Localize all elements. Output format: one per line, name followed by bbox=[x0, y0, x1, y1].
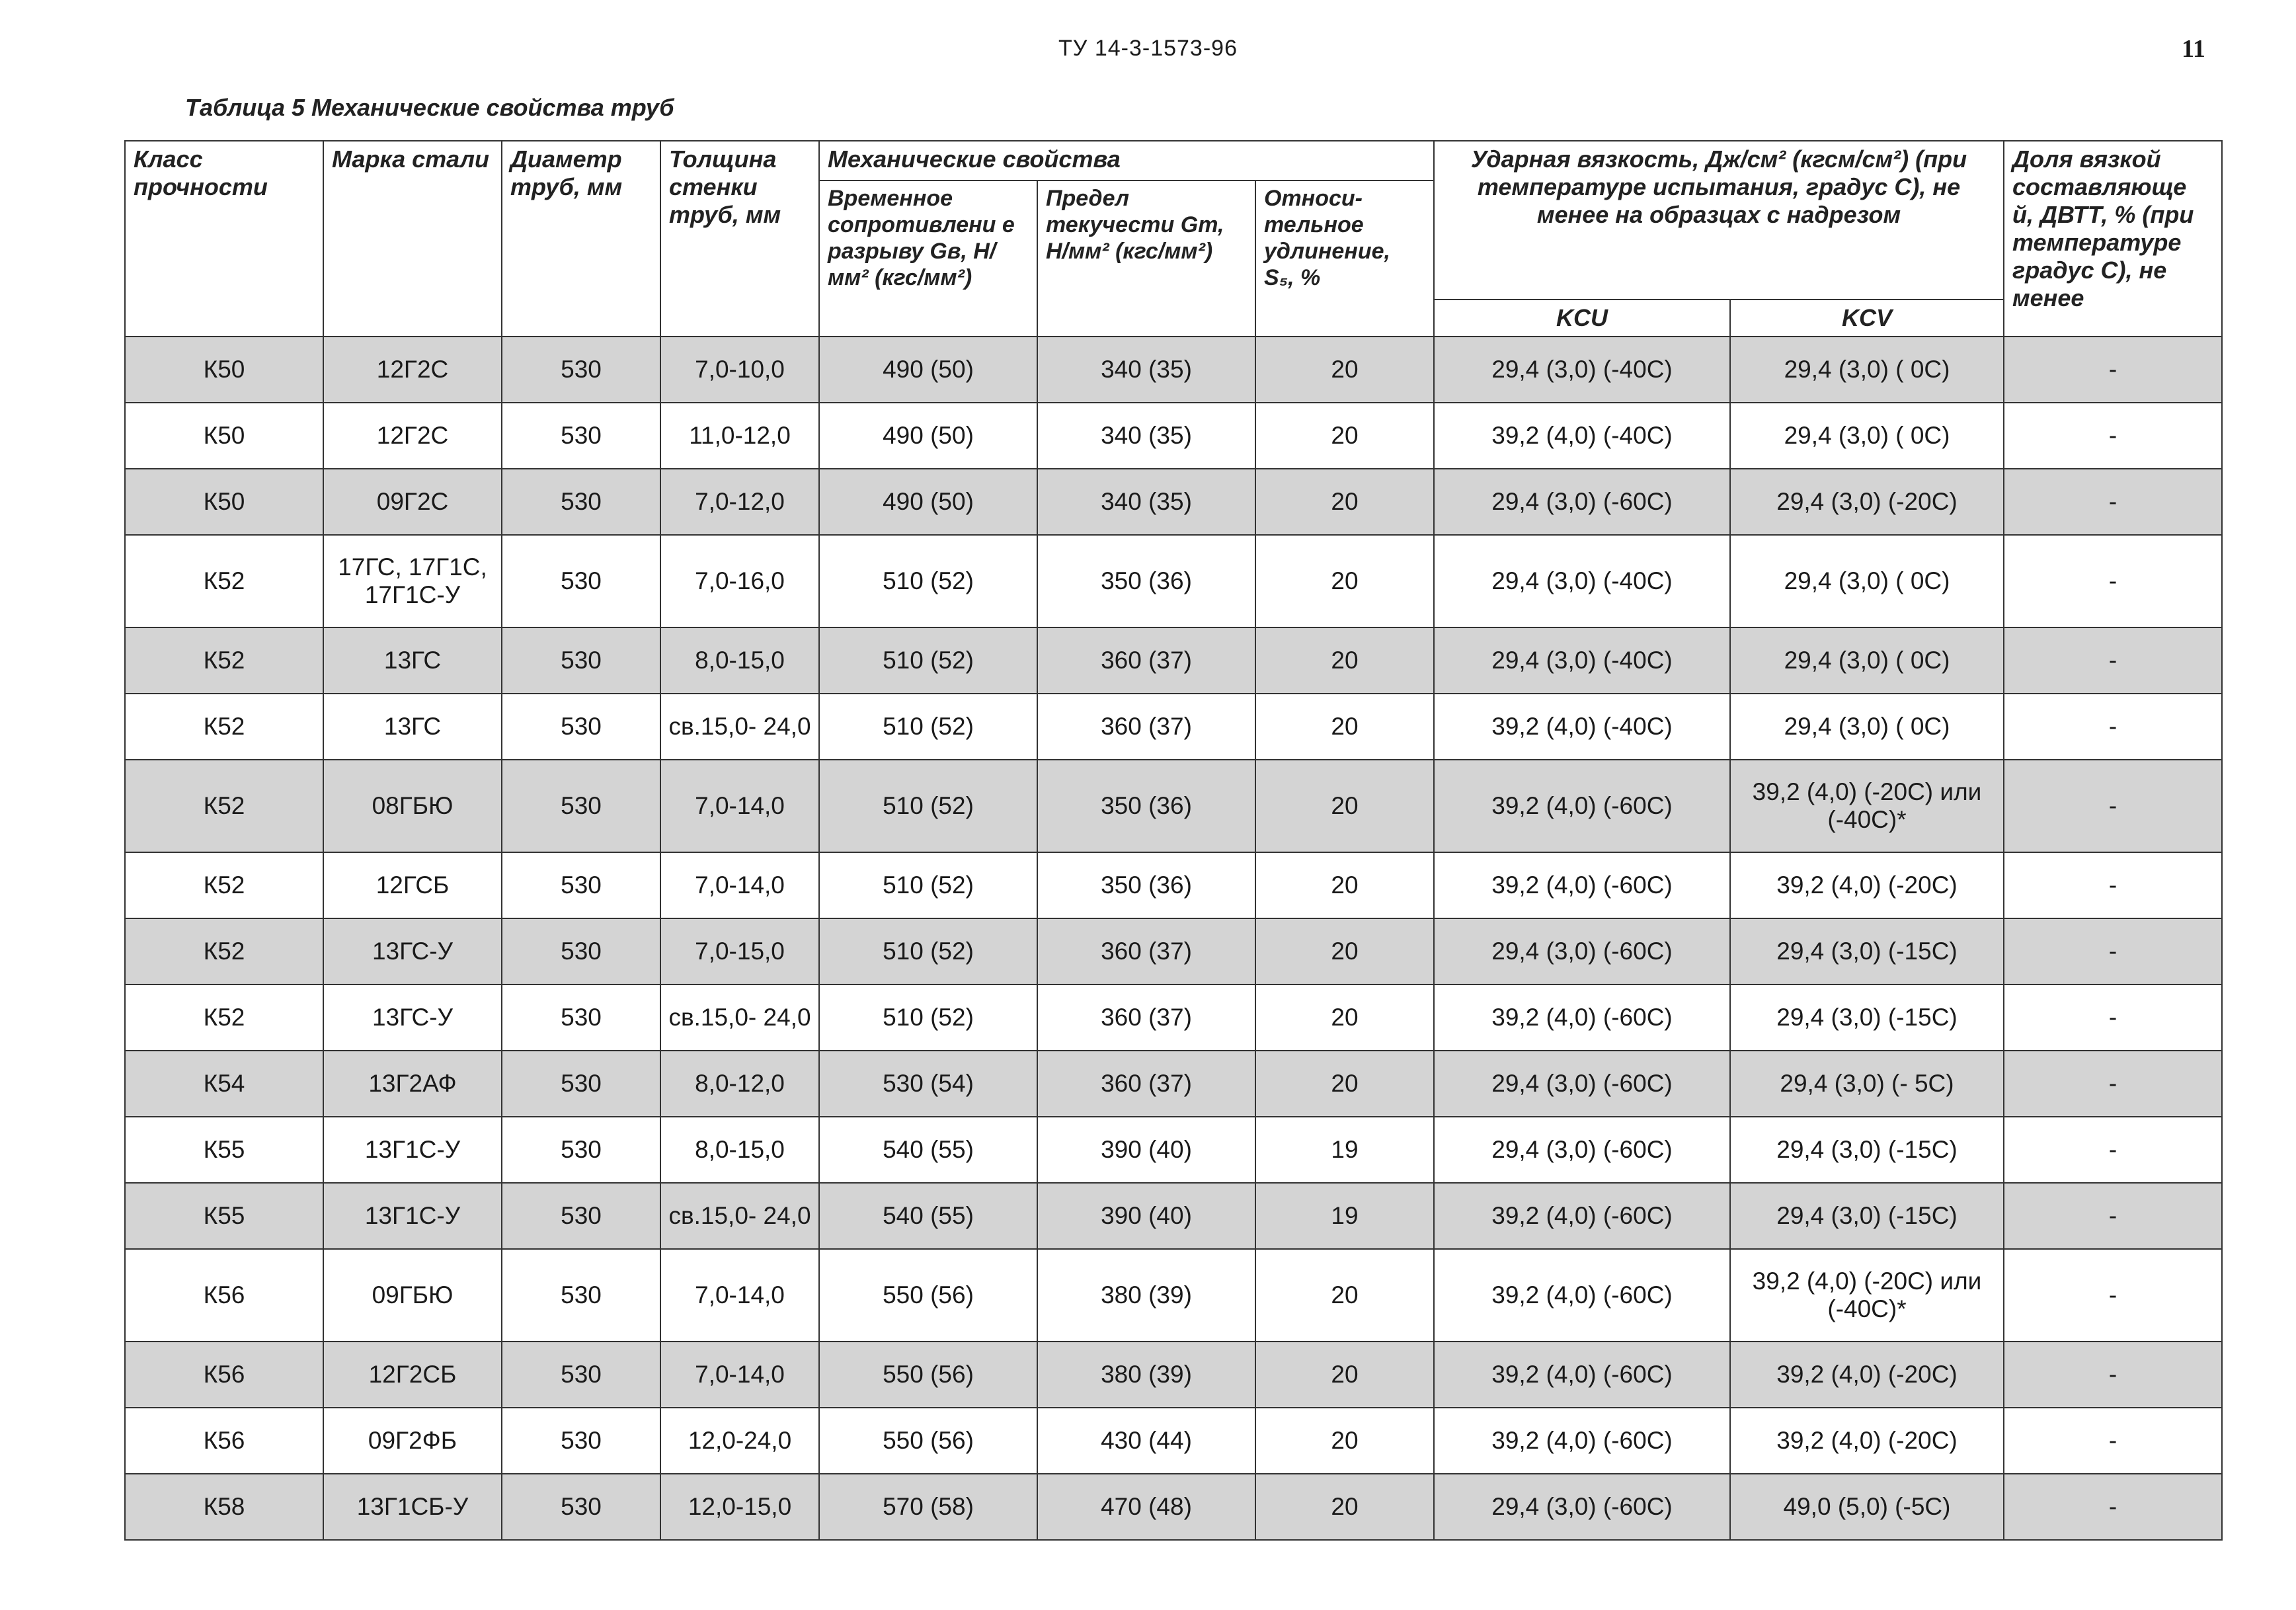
cell-diameter: 530 bbox=[502, 535, 660, 627]
cell-class: К58 bbox=[125, 1474, 323, 1540]
cell-wall: 8,0-15,0 bbox=[660, 627, 819, 694]
cell-diameter: 530 bbox=[502, 918, 660, 985]
cell-kcu: 29,4 (3,0) (-40С) bbox=[1434, 535, 1730, 627]
cell-kcu: 29,4 (3,0) (-60С) bbox=[1434, 1051, 1730, 1117]
cell-elongation: 20 bbox=[1255, 469, 1434, 535]
cell-yield: 470 (48) bbox=[1037, 1474, 1255, 1540]
cell-yield: 390 (40) bbox=[1037, 1117, 1255, 1183]
cell-share: - bbox=[2004, 1183, 2222, 1249]
cell-elongation: 20 bbox=[1255, 403, 1434, 469]
table-row bbox=[125, 337, 2222, 403]
cell-elongation: 20 bbox=[1255, 694, 1434, 760]
cell-tensile: 510 (52) bbox=[819, 760, 1037, 852]
cell-diameter: 530 bbox=[502, 1183, 660, 1249]
cell-grade: 12Г2СБ bbox=[323, 1342, 502, 1408]
cell-tensile: 510 (52) bbox=[819, 852, 1037, 918]
cell-diameter: 530 bbox=[502, 469, 660, 535]
cell-class: К56 bbox=[125, 1249, 323, 1342]
cell-kcu: 29,4 (3,0) (-60С) bbox=[1434, 1117, 1730, 1183]
cell-kcv: 29,4 (3,0) ( 0С) bbox=[1730, 627, 2004, 694]
cell-share: - bbox=[2004, 1249, 2222, 1342]
cell-class: К55 bbox=[125, 1117, 323, 1183]
cell-diameter: 530 bbox=[502, 760, 660, 852]
table-row bbox=[125, 1249, 2222, 1342]
cell-kcv: 29,4 (3,0) ( 0С) bbox=[1730, 403, 2004, 469]
cell-elongation: 19 bbox=[1255, 1183, 1434, 1249]
cell-wall: 7,0-12,0 bbox=[660, 469, 819, 535]
cell-tensile: 530 (54) bbox=[819, 1051, 1037, 1117]
cell-tensile: 550 (56) bbox=[819, 1249, 1037, 1342]
cell-kcv: 29,4 (3,0) (-20С) bbox=[1730, 469, 2004, 535]
cell-share: - bbox=[2004, 1474, 2222, 1540]
table-header bbox=[125, 141, 2222, 337]
cell-class: К50 bbox=[125, 403, 323, 469]
cell-grade: 09ГБЮ bbox=[323, 1249, 502, 1342]
cell-diameter: 530 bbox=[502, 1117, 660, 1183]
header-mech-group: Механические свойства bbox=[819, 141, 1434, 181]
table-row bbox=[125, 1408, 2222, 1474]
cell-yield: 360 (37) bbox=[1037, 694, 1255, 760]
cell-wall: 7,0-10,0 bbox=[660, 337, 819, 403]
cell-yield: 380 (39) bbox=[1037, 1342, 1255, 1408]
cell-elongation: 20 bbox=[1255, 1342, 1434, 1408]
cell-kcu: 39,2 (4,0) (-60С) bbox=[1434, 1183, 1730, 1249]
cell-kcv: 29,4 (3,0) (-15С) bbox=[1730, 1183, 2004, 1249]
cell-kcv: 29,4 (3,0) ( 0С) bbox=[1730, 337, 2004, 403]
cell-class: К50 bbox=[125, 337, 323, 403]
cell-wall: 8,0-12,0 bbox=[660, 1051, 819, 1117]
cell-wall: св.15,0- 24,0 bbox=[660, 694, 819, 760]
cell-kcv: 29,4 (3,0) ( 0С) bbox=[1730, 694, 2004, 760]
cell-elongation: 20 bbox=[1255, 627, 1434, 694]
header-yield: Предел текучести Gт, Н/мм² (кгс/мм²) bbox=[1037, 181, 1255, 337]
cell-diameter: 530 bbox=[502, 1408, 660, 1474]
cell-share: - bbox=[2004, 760, 2222, 852]
cell-kcv: 39,2 (4,0) (-20С) bbox=[1730, 1408, 2004, 1474]
cell-diameter: 530 bbox=[502, 627, 660, 694]
cell-share: - bbox=[2004, 535, 2222, 627]
cell-yield: 350 (36) bbox=[1037, 760, 1255, 852]
table-row bbox=[125, 985, 2222, 1051]
cell-grade: 09Г2ФБ bbox=[323, 1408, 502, 1474]
cell-kcv: 29,4 (3,0) (-15С) bbox=[1730, 1117, 2004, 1183]
cell-kcu: 39,2 (4,0) (-60С) bbox=[1434, 1249, 1730, 1342]
table-row bbox=[125, 403, 2222, 469]
cell-diameter: 530 bbox=[502, 1474, 660, 1540]
cell-class: К55 bbox=[125, 1183, 323, 1249]
table-row bbox=[125, 627, 2222, 694]
cell-grade: 12ГСБ bbox=[323, 852, 502, 918]
header-kcu: KCU bbox=[1434, 300, 1730, 337]
cell-wall: св.15,0- 24,0 bbox=[660, 985, 819, 1051]
cell-kcu: 39,2 (4,0) (-60С) bbox=[1434, 1342, 1730, 1408]
cell-kcu: 39,2 (4,0) (-60С) bbox=[1434, 760, 1730, 852]
table-row bbox=[125, 760, 2222, 852]
cell-yield: 380 (39) bbox=[1037, 1249, 1255, 1342]
cell-share: - bbox=[2004, 627, 2222, 694]
cell-elongation: 20 bbox=[1255, 337, 1434, 403]
table-row bbox=[125, 535, 2222, 627]
cell-share: - bbox=[2004, 469, 2222, 535]
cell-class: К52 bbox=[125, 985, 323, 1051]
cell-share: - bbox=[2004, 852, 2222, 918]
cell-diameter: 530 bbox=[502, 852, 660, 918]
cell-diameter: 530 bbox=[502, 985, 660, 1051]
header-wall: Толщина стенки труб, мм bbox=[660, 141, 819, 337]
cell-diameter: 530 bbox=[502, 403, 660, 469]
cell-kcu: 29,4 (3,0) (-60С) bbox=[1434, 469, 1730, 535]
cell-share: - bbox=[2004, 985, 2222, 1051]
cell-diameter: 530 bbox=[502, 1051, 660, 1117]
cell-elongation: 20 bbox=[1255, 535, 1434, 627]
cell-tensile: 510 (52) bbox=[819, 985, 1037, 1051]
cell-grade: 13Г1С-У bbox=[323, 1183, 502, 1249]
cell-tensile: 550 (56) bbox=[819, 1342, 1037, 1408]
cell-kcv: 39,2 (4,0) (-20С) bbox=[1730, 1342, 2004, 1408]
cell-grade: 13ГС bbox=[323, 627, 502, 694]
cell-wall: 12,0-24,0 bbox=[660, 1408, 819, 1474]
cell-tensile: 490 (50) bbox=[819, 469, 1037, 535]
cell-yield: 360 (37) bbox=[1037, 627, 1255, 694]
cell-kcv: 49,0 (5,0) (-5С) bbox=[1730, 1474, 2004, 1540]
cell-kcv: 29,4 (3,0) ( 0С) bbox=[1730, 535, 2004, 627]
cell-class: К52 bbox=[125, 918, 323, 985]
cell-elongation: 20 bbox=[1255, 1408, 1434, 1474]
cell-elongation: 20 bbox=[1255, 1051, 1434, 1117]
cell-class: К52 bbox=[125, 852, 323, 918]
cell-share: - bbox=[2004, 694, 2222, 760]
header-grade: Марка стали bbox=[323, 141, 502, 337]
cell-diameter: 530 bbox=[502, 337, 660, 403]
header-diameter: Диаметр труб, мм bbox=[502, 141, 660, 337]
cell-wall: 7,0-14,0 bbox=[660, 1342, 819, 1408]
cell-wall: 7,0-14,0 bbox=[660, 760, 819, 852]
cell-kcv: 39,2 (4,0) (-20С) bbox=[1730, 852, 2004, 918]
cell-yield: 340 (35) bbox=[1037, 337, 1255, 403]
cell-class: К56 bbox=[125, 1408, 323, 1474]
cell-share: - bbox=[2004, 1408, 2222, 1474]
cell-yield: 360 (37) bbox=[1037, 985, 1255, 1051]
document-code: ТУ 14-3-1573-96 bbox=[1058, 36, 1238, 61]
cell-wall: 11,0-12,0 bbox=[660, 403, 819, 469]
cell-tensile: 540 (55) bbox=[819, 1117, 1037, 1183]
cell-yield: 430 (44) bbox=[1037, 1408, 1255, 1474]
cell-kcu: 39,2 (4,0) (-60С) bbox=[1434, 852, 1730, 918]
cell-yield: 340 (35) bbox=[1037, 403, 1255, 469]
cell-elongation: 20 bbox=[1255, 1249, 1434, 1342]
cell-share: - bbox=[2004, 918, 2222, 985]
cell-tensile: 510 (52) bbox=[819, 918, 1037, 985]
cell-kcu: 29,4 (3,0) (-60С) bbox=[1434, 918, 1730, 985]
cell-tensile: 540 (55) bbox=[819, 1183, 1037, 1249]
cell-elongation: 20 bbox=[1255, 985, 1434, 1051]
cell-diameter: 530 bbox=[502, 1342, 660, 1408]
cell-share: - bbox=[2004, 403, 2222, 469]
cell-kcv: 29,4 (3,0) (-15С) bbox=[1730, 985, 2004, 1051]
table-row bbox=[125, 1117, 2222, 1183]
table-row bbox=[125, 1342, 2222, 1408]
cell-wall: 7,0-16,0 bbox=[660, 535, 819, 627]
cell-class: К50 bbox=[125, 469, 323, 535]
table-body bbox=[125, 337, 2222, 1540]
table-row bbox=[125, 694, 2222, 760]
cell-grade: 13ГС bbox=[323, 694, 502, 760]
header-tensile: Временное сопротивлени е разрыву Gв, Н/мм² (кгс/мм²) bbox=[819, 181, 1037, 337]
cell-grade: 09Г2С bbox=[323, 469, 502, 535]
cell-wall: 7,0-15,0 bbox=[660, 918, 819, 985]
header-kcv: KCV bbox=[1730, 300, 2004, 337]
table-row bbox=[125, 469, 2222, 535]
cell-yield: 360 (37) bbox=[1037, 1051, 1255, 1117]
table-row bbox=[125, 918, 2222, 985]
cell-kcu: 39,2 (4,0) (-60С) bbox=[1434, 985, 1730, 1051]
cell-grade: 13ГС-У bbox=[323, 985, 502, 1051]
cell-yield: 340 (35) bbox=[1037, 469, 1255, 535]
cell-class: К56 bbox=[125, 1342, 323, 1408]
cell-yield: 350 (36) bbox=[1037, 852, 1255, 918]
cell-share: - bbox=[2004, 337, 2222, 403]
cell-grade: 12Г2С bbox=[323, 403, 502, 469]
cell-diameter: 530 bbox=[502, 694, 660, 760]
cell-kcv: 29,4 (3,0) (-15С) bbox=[1730, 918, 2004, 985]
table-row bbox=[125, 1051, 2222, 1117]
cell-kcu: 29,4 (3,0) (-40С) bbox=[1434, 337, 1730, 403]
cell-share: - bbox=[2004, 1117, 2222, 1183]
cell-tensile: 550 (56) bbox=[819, 1408, 1037, 1474]
cell-tensile: 510 (52) bbox=[819, 535, 1037, 627]
cell-kcu: 39,2 (4,0) (-40С) bbox=[1434, 694, 1730, 760]
table-caption: Таблица 5 Механические свойства труб bbox=[185, 94, 674, 121]
cell-class: К52 bbox=[125, 760, 323, 852]
cell-kcv: 39,2 (4,0) (-20С) или (-40С)* bbox=[1730, 1249, 2004, 1342]
cell-share: - bbox=[2004, 1342, 2222, 1408]
cell-kcu: 39,2 (4,0) (-40С) bbox=[1434, 403, 1730, 469]
cell-elongation: 19 bbox=[1255, 1117, 1434, 1183]
cell-grade: 13ГС-У bbox=[323, 918, 502, 985]
table-row bbox=[125, 1183, 2222, 1249]
cell-tensile: 490 (50) bbox=[819, 403, 1037, 469]
table-row bbox=[125, 1474, 2222, 1540]
cell-elongation: 20 bbox=[1255, 1474, 1434, 1540]
cell-grade: 12Г2С bbox=[323, 337, 502, 403]
cell-grade: 13Г1С-У bbox=[323, 1117, 502, 1183]
header-class: Класс прочности bbox=[125, 141, 323, 337]
header-impact-group: Ударная вязкость, Дж/см² (кгсм/см²) (при температуре испытания, градус С), не менее на образцах с надрезом bbox=[1434, 141, 2004, 300]
header-elongation: Относи-тельное удлинение, S₅, % bbox=[1255, 181, 1434, 337]
cell-kcu: 29,4 (3,0) (-60С) bbox=[1434, 1474, 1730, 1540]
cell-grade: 08ГБЮ bbox=[323, 760, 502, 852]
cell-tensile: 510 (52) bbox=[819, 627, 1037, 694]
cell-grade: 17ГС, 17Г1С, 17Г1С-У bbox=[323, 535, 502, 627]
cell-elongation: 20 bbox=[1255, 918, 1434, 985]
cell-grade: 13Г2АФ bbox=[323, 1051, 502, 1117]
cell-class: К54 bbox=[125, 1051, 323, 1117]
cell-kcu: 29,4 (3,0) (-40С) bbox=[1434, 627, 1730, 694]
cell-tensile: 570 (58) bbox=[819, 1474, 1037, 1540]
cell-kcv: 29,4 (3,0) (- 5С) bbox=[1730, 1051, 2004, 1117]
header-share: Доля вязкой составляюще й, ДВТТ, % (при температуре градус С), не менее bbox=[2004, 141, 2222, 337]
cell-tensile: 490 (50) bbox=[819, 337, 1037, 403]
cell-yield: 360 (37) bbox=[1037, 918, 1255, 985]
mechanical-properties-table bbox=[124, 140, 2223, 1541]
cell-class: К52 bbox=[125, 694, 323, 760]
cell-elongation: 20 bbox=[1255, 760, 1434, 852]
cell-grade: 13Г1СБ-У bbox=[323, 1474, 502, 1540]
cell-class: К52 bbox=[125, 627, 323, 694]
cell-share: - bbox=[2004, 1051, 2222, 1117]
cell-wall: 8,0-15,0 bbox=[660, 1117, 819, 1183]
cell-diameter: 530 bbox=[502, 1249, 660, 1342]
cell-yield: 350 (36) bbox=[1037, 535, 1255, 627]
cell-class: К52 bbox=[125, 535, 323, 627]
cell-wall: 7,0-14,0 bbox=[660, 852, 819, 918]
cell-wall: 12,0-15,0 bbox=[660, 1474, 819, 1540]
cell-elongation: 20 bbox=[1255, 852, 1434, 918]
cell-kcu: 39,2 (4,0) (-60С) bbox=[1434, 1408, 1730, 1474]
cell-wall: св.15,0- 24,0 bbox=[660, 1183, 819, 1249]
page-number: 11 bbox=[2182, 35, 2205, 63]
cell-kcv: 39,2 (4,0) (-20С) или (-40С)* bbox=[1730, 760, 2004, 852]
cell-tensile: 510 (52) bbox=[819, 694, 1037, 760]
table-row bbox=[125, 852, 2222, 918]
cell-wall: 7,0-14,0 bbox=[660, 1249, 819, 1342]
cell-yield: 390 (40) bbox=[1037, 1183, 1255, 1249]
